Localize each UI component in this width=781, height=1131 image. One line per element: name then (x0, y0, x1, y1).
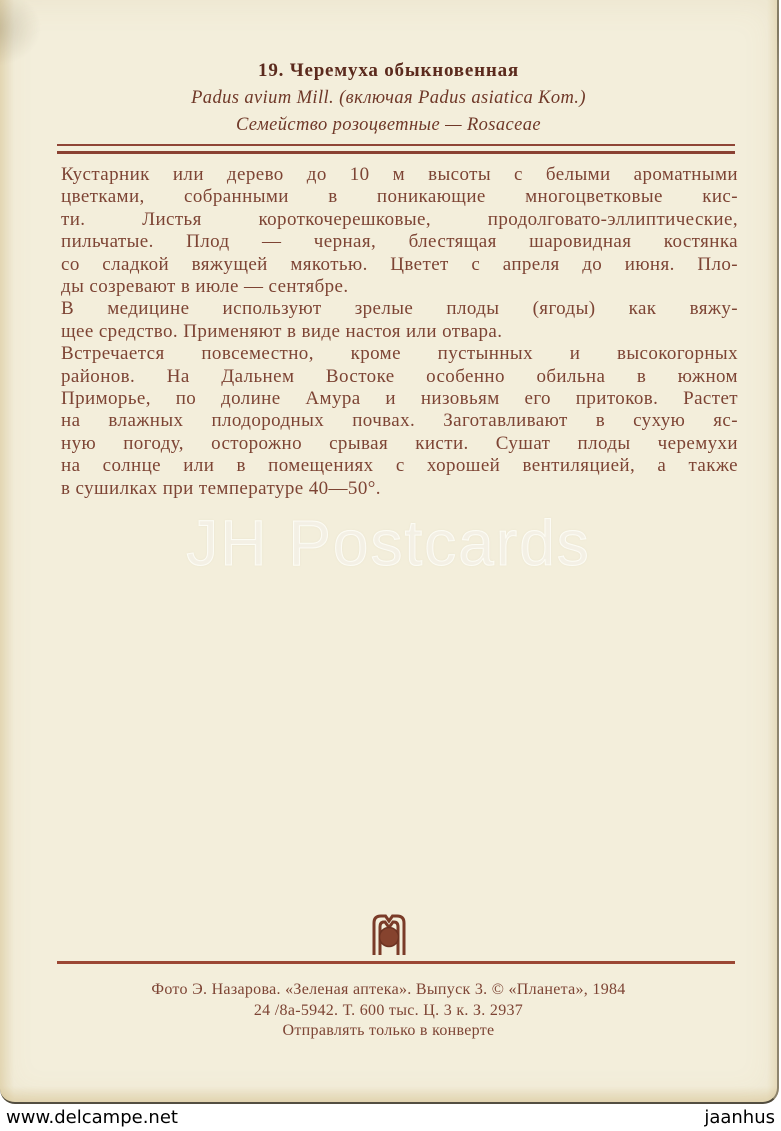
planeta-publisher-logo-icon (366, 911, 412, 955)
body-line: щее средство. Применяют в виде настоя или отвара. (61, 320, 503, 342)
imprint-block (0, 980, 777, 1042)
delcampe-url: www.delcampe.net (6, 1107, 178, 1128)
body-line: на солнце или в помещениях с хорошей вентиляцией, а также (61, 455, 738, 477)
scan-footer-bar (0, 1105, 781, 1131)
body-line: пильчатые. Плод — черная, блестящая шаровидная костянка (61, 231, 738, 253)
body-line: Встречается повсеместно, кроме пустынных и высокогорных (61, 343, 738, 365)
body-line: цветками, собранными в поникающие многоцветковые кис- (61, 186, 738, 208)
family-name: Семейство розоцветные — Rosaceae (235, 115, 542, 135)
description-text (61, 164, 738, 500)
header-divider (57, 144, 735, 154)
imprint-envelope-note: Отправлять только в конверте (282, 1022, 495, 1039)
imprint-credits: Фото Э. Назарова. «Зеленая аптека». Выпуск 3. © «Планета», 1984 (151, 981, 626, 998)
seller-name: jaanhus (704, 1107, 775, 1128)
body-line: Приморье, по долине Амура и низовьям его притоков. Растет (61, 388, 738, 410)
latin-name: Padus avium Mill. (включая Padus asiatica Kom.) (191, 88, 586, 108)
card-title: 19. Черемуха обыкновенная (258, 60, 519, 81)
body-line: ти. Листья короткочерешковые, продолговато-эллиптические, (61, 208, 738, 230)
body-line: со сладкой вяжущей мякотью. Цветет с апреля до июня. Пло- (61, 253, 738, 275)
imprint-print-info: 24 /8а-5942. Т. 600 тыс. Ц. 3 к. З. 2937 (253, 1001, 524, 1019)
body-line: Кустарник или дерево до 10 м высоты с белыми ароматными (61, 164, 738, 185)
body-line: ды созревают в июле — сентябре. (61, 276, 349, 298)
body-line: районов. На Дальнем Востоке особенно обильна в южном (61, 365, 738, 387)
body-line: в сушилках при температуре 40—50°. (61, 477, 381, 499)
body-line: В медицине используют зрелые плоды (ягоды) как вяжу- (61, 298, 738, 320)
body-line: ную погоду, осторожно срывая кисти. Сушат плоды черемухи (61, 432, 738, 454)
body-line: на влажных плодородных почвах. Заготавливают в сухую яс- (61, 410, 738, 432)
footer-divider (57, 961, 735, 964)
seller-watermark: JH Postcards (186, 507, 591, 579)
